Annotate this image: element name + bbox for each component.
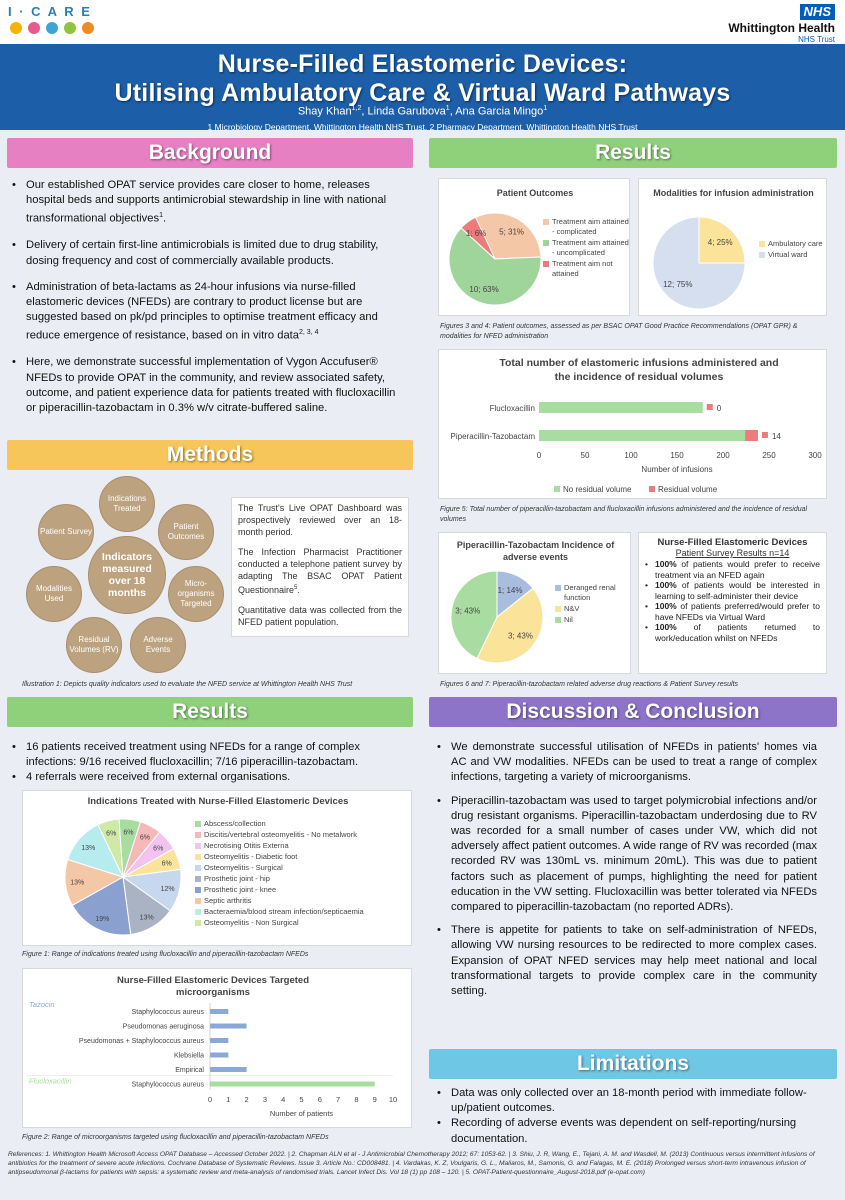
fig1-title: Indications Treated with Nurse-Filled Elastomeric Devices (87, 796, 349, 807)
legend-swatch (195, 854, 201, 860)
bar (210, 1067, 247, 1072)
y-tick-label: Pseudomonas aeruginosa (122, 1023, 204, 1031)
survey-subtitle: Patient Survey Results n=14 (675, 548, 790, 558)
legend-label: Septic arthritis (204, 896, 252, 905)
nhs-logo (728, 3, 835, 44)
x-tick-label: 200 (716, 451, 730, 460)
title-line-2: Utilising Ambulatory Care & Virtual Ward Pathways (114, 79, 731, 107)
fig5-title: Total number of elastomeric infusions administered and the incidence of residual volumes (499, 357, 779, 383)
legend-item (195, 819, 410, 829)
legend-label: Osteomyelitis - Non Surgical (204, 918, 299, 927)
survey-bullet: • (645, 580, 648, 590)
pie-data-label: 6% (106, 830, 117, 838)
fig2-panel (22, 968, 412, 1128)
indicator-residual-volumes: Residual Volumes (RV) (66, 617, 122, 673)
indicator-adverse-events: Adverse Events (130, 617, 186, 673)
indicator-center: Indicators measured over 18 months (88, 536, 166, 614)
y-tick-label: Flucloxacillin (489, 404, 535, 413)
survey-bullet: • (645, 559, 648, 569)
y-tick-label: Piperacillin-Tazobactam (450, 432, 535, 441)
pie-data-label: 3; 43% (508, 631, 533, 641)
legend-label: Prosthetic joint - knee (204, 885, 277, 894)
x-tick-label: 0 (536, 451, 542, 460)
limitations-bullet: • Recording of adverse events was dependent on self-reporting/nursing documentation. (433, 1116, 817, 1146)
illustration-caption: Illustration 1: Depicts quality indicators used to evaluate the NFED service at Whittington Health NHS Trust (22, 681, 353, 688)
pie-data-label: 6% (161, 860, 172, 868)
bar (210, 1082, 375, 1087)
results-left-heading: Results (7, 697, 413, 727)
fig6-legend (555, 583, 629, 626)
y-tick-label: Empirical (175, 1067, 204, 1074)
fig6-pie (443, 565, 553, 675)
survey-text: of patients would prefer to receive treatment via an NFED again (655, 559, 820, 580)
pie-data-label: 3; 43% (455, 606, 481, 616)
bar (539, 430, 745, 441)
methods-text (231, 497, 409, 637)
indicator-microorganisms: Micro-organisms Targeted (168, 566, 224, 622)
discussion-bullet: • We demonstrate successful utilisation of NFEDs in patients' homes via AC and VW modalities. NFEDs can be used to treat a range of complex infections, targeting a variety of microorganisms. (433, 740, 817, 786)
fig4-pie (647, 213, 757, 313)
legend-swatch (195, 920, 201, 926)
legend-label: Virtual ward (768, 250, 808, 259)
fig3-legend (543, 217, 629, 280)
fig2-caption: Figure 2: Range of microorganisms targeted using flucloxacillin and piperacillin-tazobactam NFEDs (22, 1134, 329, 1141)
legend-item (195, 907, 410, 917)
pie-data-label: 19% (95, 916, 110, 924)
legend-item (555, 615, 629, 625)
y-tick-label: Staphylococcus aureus (131, 1081, 204, 1089)
discussion-bullet: • Piperacillin-tazobactam was used to target polymicrobial infections and/or drug resistant organisms. Piperacillin-tazobactam underdosing due to RV was recorded for a small number of cases under VW, which did not adversely affect patient outcomes. A wide range of RV was recorded (max recorded RV was 130mL vs. minimum 20mL). This was due to patient factors such as placement of pumps, highlighting the need for patient education in the VW setting. Flucloxacillin was better tolerated via NFEDs compared to piperacillin-tazobactam (no reported ADRs). (433, 794, 817, 916)
legend-label: Osteomyelitis - Diabetic foot (204, 852, 298, 861)
discussion-bullets (433, 740, 817, 999)
bar-marker (707, 404, 713, 410)
pie-data-label: 1; 14% (497, 585, 523, 595)
data-label: 14 (771, 432, 781, 441)
trust-name: Whittington Health (728, 21, 835, 35)
pie-data-label: 6% (139, 834, 150, 842)
group-label: Flucloxacillin (29, 1076, 72, 1086)
x-tick-label: 6 (317, 1095, 322, 1104)
methods-text-1: The Trust's Live OPAT Dashboard was prospectively reviewed over an 18-month period. (238, 503, 402, 537)
pie-data-label: 12; 75% (663, 280, 693, 290)
fig4-panel (638, 178, 827, 316)
indicator-outcomes: Patient Outcomes (158, 504, 214, 560)
authors: Shay Khan$^{1,2}$, Linda Garubova$^1$, Ana Garcia Mingo$^1$ (297, 105, 548, 118)
pie-data-label: 6% (123, 829, 134, 837)
background-bullet: • Delivery of certain first-line antimicrobials is limited due to drug stability, dosing frequency and cost of commercially available products. (8, 238, 403, 268)
legend-swatch (543, 219, 549, 225)
survey-pct: 100% (655, 622, 677, 632)
references: References: 1. Whittington Health Microsoft Access OPAT Database – Accessed October 2022. | 2. Chapman ALN et al - J Antimicrobial Chemotherapy 2012; 67: 1053-62. | 3. Shiu, J. R, Wang, E., Tejani, A. M. and Wasdell, M. (2013) Continuous versus intermittent infusions of antibiotics for the treatment of severe acute infections. Cochrane Database of Systematic Reviews. Issue 3. Article No.: CD008481. | 4. Vardakas, K. Z, Voulgaris, G. L., Maliaros, M., Samonis, G. and Falagas, M. E. (2018) Prolonged versus short-term intravenous infusion of antipseudomonal β-lactams for patients with sepsis: a systematic review and meta-analysis of randomised trials. Lancet Infect Dis. Vol 18 (1) pp 108 – 120. | 5. OPAT-Patient-questionnaire_August-2018.pdf (e-opat.com) (8, 1151, 815, 1176)
legend-swatch (195, 821, 201, 827)
legend-label: Necrotising Otitis Externa (204, 841, 289, 850)
fig7-survey-panel (638, 532, 827, 674)
survey-item (645, 559, 820, 580)
fig5-panel (438, 349, 827, 499)
x-tick-label: 250 (762, 451, 776, 460)
pie-data-label: 1; 6% (465, 229, 487, 239)
indicator-modalities: Modalities Used (26, 566, 82, 622)
bar (745, 430, 758, 441)
survey-list (645, 559, 820, 643)
background-heading: Background (7, 138, 413, 168)
affiliations: 1 Microbiology Department, Whittington Health NHS Trust. 2 Pharmacy Department, Whittington Health NHS Trust (207, 122, 638, 132)
survey-bullet: • (645, 601, 648, 611)
y-tick-label: Pseudomonas + Staphylococcus aureus (78, 1038, 204, 1045)
fig5-bar-chart (439, 386, 828, 498)
results-bullet: • 16 patients received treatment using NFEDs for a range of complex infections: 9/16 received flucloxacillin; 7/16 piperacillin-tazobactam. (8, 740, 408, 770)
survey-pct: 100% (655, 601, 677, 611)
legend-item (759, 250, 825, 260)
x-axis-label: Number of infusions (641, 465, 713, 474)
background-bullet: • Administration of beta-lactams as 24-hour infusions via nurse-filled elastomeric devices (NFEDs) are contrary to product license but are suggested based on pk/pd principles to optimise treatment efficacy and reduce emergence of resistance, based on in vitro data$^{2, 3, 4}$ (8, 280, 403, 345)
fig67-caption: Figures 6 and 7: Piperacillin-tazobactam related adverse drug reactions & Patient Survey results (440, 681, 739, 688)
legend-item (543, 238, 629, 258)
legend-item (195, 841, 410, 851)
survey-item (645, 622, 820, 643)
title-line-1: Nurse-Filled Elastomeric Devices: (217, 50, 628, 78)
survey-item (645, 601, 820, 622)
legend-swatch (195, 887, 201, 893)
header (0, 0, 845, 44)
legend-swatch (759, 241, 765, 247)
x-tick-label: 8 (354, 1095, 359, 1104)
legend-label: Abscess/collection (204, 819, 266, 828)
fig4-legend (759, 239, 825, 261)
survey-text: of patients returned to work/education whilst on NFEDs (655, 622, 820, 643)
x-tick-label: 3 (262, 1095, 267, 1104)
fig2-bar-chart (23, 999, 413, 1129)
survey-bullet: • (645, 622, 648, 632)
icare-logo-text: I · C A R E (8, 4, 92, 19)
group-label: Tazocin (29, 1000, 55, 1009)
pie-data-label: 4; 25% (707, 237, 733, 247)
pie-data-label: 6% (153, 845, 164, 853)
legend-label: Treatment aim not attained (552, 259, 613, 278)
fig6-panel (438, 532, 631, 674)
legend-item (543, 217, 629, 237)
indicator-survey: Patient Survey (38, 504, 94, 560)
pie-data-label: 12% (160, 886, 175, 894)
survey-item (645, 580, 820, 601)
legend-swatch (195, 832, 201, 838)
legend-swatch (543, 240, 549, 246)
title-banner (0, 44, 845, 130)
legend-item (195, 918, 410, 928)
pie-data-label: 13% (70, 879, 85, 887)
methods-heading: Methods (7, 440, 413, 470)
results-left-bullets (8, 740, 408, 786)
legend-item (195, 885, 410, 895)
legend-swatch (195, 909, 201, 915)
fig1-legend (195, 819, 410, 929)
fig1-pie (53, 811, 203, 947)
survey-text: of patients preferred/would prefer to have NFEDs via Virtual Ward (655, 601, 820, 622)
fig5-caption: Figure 5: Total number of piperacillin-tazobactam and flucloxacillin infusions administered and the incidence of residual volumes (440, 506, 808, 523)
pie-data-label: 10; 63% (469, 285, 499, 295)
x-tick-label: 0 (207, 1095, 213, 1104)
background-bullet: • Our established OPAT service provides care closer to home, releases hospital beds and supports antimicrobial stewardship in line with national transformational objectives$^1$. (8, 178, 403, 227)
x-tick-label: 7 (336, 1095, 341, 1104)
fig1-panel (22, 790, 412, 946)
x-tick-label: 4 (281, 1095, 286, 1104)
indicator-indications: Indications Treated (99, 476, 155, 532)
legend-label: Osteomyelitis - Surgical (204, 863, 283, 872)
legend-label: Residual volume (658, 485, 718, 494)
icare-icons (6, 19, 106, 37)
fig4-title: Modalities for infusion administration (653, 188, 814, 198)
legend-swatch (555, 617, 561, 623)
fig34-caption: Figures 3 and 4: Patient outcomes, assessed as per BSAC OPAT Good Practice Recommendations (OPAT GPR) & modalities for NFED administration (440, 323, 798, 340)
indicator-diagram (8, 474, 228, 674)
legend-label: Prosthetic joint - hip (204, 874, 270, 883)
methods-text-3: Quantitative data was collected from the NFED patient population. (238, 605, 402, 627)
bar (210, 1024, 247, 1029)
results-right-heading: Results (429, 138, 837, 168)
survey-title: Nurse-Filled Elastomeric Devices (657, 537, 808, 548)
results-bullet: • 4 referrals were received from external organisations. (8, 770, 408, 785)
legend-label: Treatment aim attained - uncomplicated (552, 238, 629, 257)
trust-sub: NHS Trust (798, 35, 835, 44)
pie-data-label: 13% (139, 914, 154, 922)
limitations-heading: Limitations (429, 1049, 837, 1079)
legend-swatch (543, 261, 549, 267)
legend-label: No residual volume (563, 485, 632, 494)
legend-item (759, 239, 825, 249)
x-tick-label: 100 (624, 451, 638, 460)
legend-label: Discitis/vertebral osteomyelitis - No metalwork (204, 830, 357, 839)
legend-swatch (195, 898, 201, 904)
legend-swatch (554, 486, 560, 492)
legend-swatch (195, 865, 201, 871)
x-tick-label: 50 (580, 451, 590, 460)
bar-marker (762, 432, 768, 438)
pie-data-label: 5; 31% (499, 227, 525, 237)
legend-item (195, 863, 410, 873)
limitations-bullets (433, 1086, 817, 1147)
fig3-panel (438, 178, 630, 316)
legend-swatch (555, 585, 561, 591)
x-tick-label: 10 (388, 1095, 398, 1104)
background-bullet: • Here, we demonstrate successful implementation of Vygon Accufuser® NFEDs to provide OPAT in the community, and review associated safety, outcome, and patient experience data for patients treated with flucloxacillin or piperacillin-tazobactam in 0.3% w/v citrate-buffered saline. (8, 355, 403, 416)
limitations-bullet: • Data was only collected over an 18-month period with immediate follow-up/patient outcomes. (433, 1086, 817, 1116)
x-tick-label: 5 (299, 1095, 304, 1104)
bar (210, 1038, 228, 1043)
survey-pct: 100% (655, 559, 677, 569)
legend-label: Ambulatory care (768, 239, 823, 248)
fig2-title: Nurse-Filled Elastomeric Devices Targeted microorganisms (116, 975, 309, 998)
x-tick-label: 150 (670, 451, 684, 460)
survey-pct: 100% (655, 580, 677, 590)
bar (539, 402, 703, 413)
legend-item (195, 896, 410, 906)
fig6-title: Piperacillin-Tazobactam Incidence of adverse events (456, 540, 615, 562)
fig3-title: Patient Outcomes (496, 188, 574, 198)
x-tick-label: 9 (372, 1095, 377, 1104)
discussion-heading: Discussion & Conclusion (429, 697, 837, 727)
legend-item (555, 583, 629, 603)
legend-item (195, 874, 410, 884)
legend-swatch (195, 843, 201, 849)
legend-label: Deranged renal function (564, 583, 616, 602)
fig1-caption: Figure 1: Range of indications treated using flucloxacillin and piperacillin-tazobactam NFEDs (22, 951, 309, 958)
x-tick-label: 2 (244, 1095, 249, 1104)
legend-item (195, 830, 410, 840)
legend-item (555, 604, 629, 614)
legend-swatch (649, 486, 655, 492)
y-tick-label: Klebsiella (174, 1052, 204, 1060)
pie-data-label: 13% (81, 844, 96, 852)
x-tick-label: 300 (808, 451, 822, 460)
data-label: 0 (716, 404, 722, 413)
fig3-pie (441, 203, 551, 315)
discussion-bullet: • There is appetite for patients to take on self-administration of NFEDs, allowing VW nursing resources to be redirected to more complex cases. Expansion of OPAT NFED services may help meet national and local transformational targets to provide complex care in the community setting. (433, 923, 817, 999)
legend-label: N&V (564, 604, 580, 613)
legend-item (543, 259, 629, 279)
x-axis-label: Number of patients (269, 1109, 334, 1118)
legend-label: Nil (564, 615, 573, 624)
legend-swatch (195, 876, 201, 882)
x-tick-label: 1 (226, 1095, 231, 1104)
survey-text: of patients would be interested in learning to self-administer their device (655, 580, 820, 601)
background-bullets (8, 178, 403, 416)
legend-swatch (555, 606, 561, 612)
legend-label: Bacteraemia/blood stream infection/septicaemia (204, 907, 364, 916)
legend-item (195, 852, 410, 862)
y-tick-label: Staphylococcus aureus (131, 1009, 204, 1016)
bar (210, 1053, 228, 1058)
icare-logo (6, 4, 106, 40)
nhs-badge: NHS (800, 4, 835, 20)
methods-text-2: The Infection Pharmacist Practitioner conducted a telephone patient survey by adapting The BSAC OPAT Patient Questionnaire$^5$. (238, 547, 402, 595)
legend-label: Treatment aim attained - complicated (552, 217, 629, 236)
legend-swatch (759, 252, 765, 258)
bar (210, 1009, 228, 1014)
